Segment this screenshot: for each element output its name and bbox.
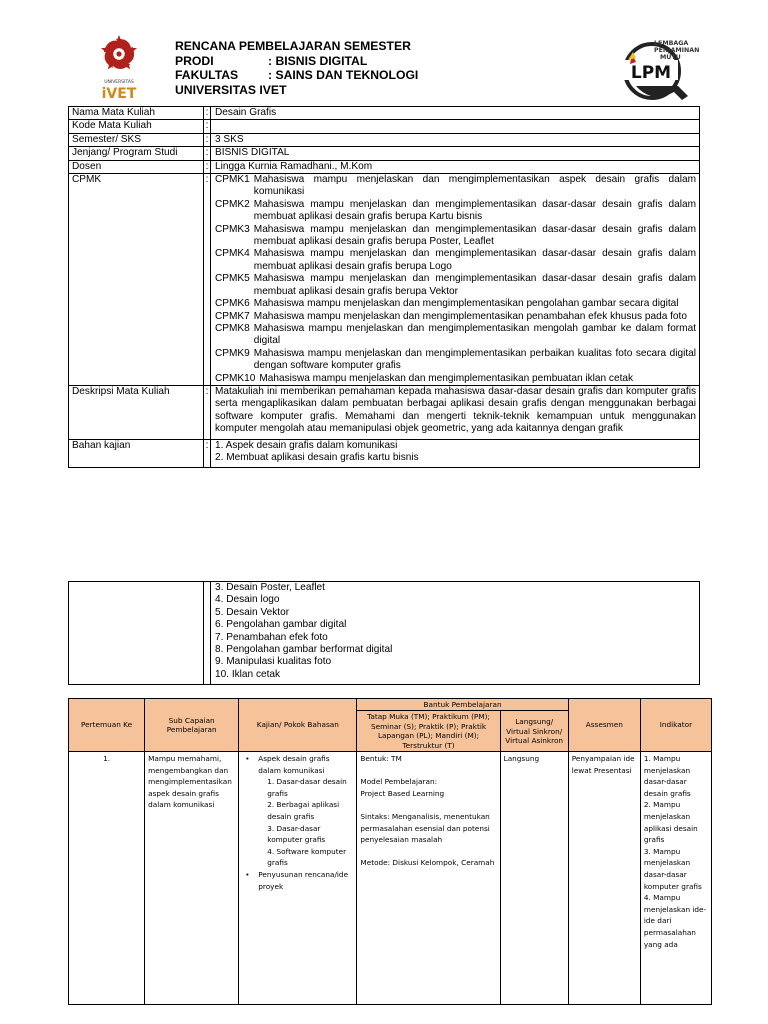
indikator-list: [640, 752, 711, 1005]
header-pertemuan: Pertemuan Ke: [69, 699, 145, 752]
info-value: 3 SKS: [211, 133, 700, 146]
fakultas-value: : SAINS DAN TEKNOLOGI: [268, 68, 419, 82]
info-value: [211, 120, 700, 133]
info-row: [69, 120, 700, 133]
indikator-item: 4. Mampu menjelaskan ide-ide dari permasalahan yang ada: [643, 893, 707, 949]
header-bantuk: Bantuk Pembelajaran: [357, 699, 568, 711]
info-row: [69, 107, 700, 120]
cpmk-code: CPMK6: [215, 298, 250, 310]
header-sub-capaian: Sub Capaian Pembelajaran: [145, 699, 239, 752]
colon: :: [204, 133, 211, 146]
cpmk-text: Mahasiswa mampu menjelaskan dan mengimplementasikan pengolahan gambar secara digital: [253, 298, 679, 310]
bahan-item: 7. Penambahan efek foto: [215, 631, 328, 643]
bahan-item: 3. Desain Poster, Leaflet: [215, 582, 325, 593]
deskripsi-row: [69, 385, 700, 439]
kajian-cell: [239, 752, 357, 1005]
colon: :: [204, 107, 211, 120]
cpmk-code: CPMK7: [215, 310, 250, 322]
subtopic-item: 2. Berbagai aplikasi desain grafis: [267, 800, 340, 821]
cpmk-code: CPMK1: [215, 174, 250, 186]
cpmk-code: CPMK10: [215, 372, 256, 384]
cpmk-item: [215, 311, 696, 323]
bahan-list-continued: [211, 582, 700, 685]
cpmk-code: CPMK8: [215, 322, 250, 334]
cpmk-code: CPMK2: [215, 198, 250, 210]
bahan-row: [69, 439, 700, 468]
subtopic-item: 3. Dasar-dasar komputer grafis: [267, 823, 326, 845]
cpmk-text: Mahasiswa mampu menjelaskan dan mengimplementasikan mengolah gambar ke dalam format digital: [253, 322, 696, 347]
cpmk-label: CPMK: [69, 174, 204, 386]
course-info-table: [68, 106, 700, 468]
info-label: Dosen: [69, 160, 204, 173]
topic-text: Aspek desain grafis dalam komunikasi: [258, 754, 330, 775]
cpmk-text: Mahasiswa mampu menjelaskan dan mengimplementasikan dasar-dasar desain grafis dalam membuat aplikasi desain grafis berupa Kartu bisnis: [253, 198, 696, 223]
cpmk-code: CPMK3: [215, 223, 250, 235]
lpm-emblem-icon: [618, 34, 700, 104]
svg-text:LEMBAGA: LEMBAGA: [654, 40, 689, 47]
empty-colon: [204, 582, 211, 685]
info-value: Desain Grafis: [211, 107, 700, 120]
cpmk-item: [215, 373, 696, 385]
document-header: [68, 32, 700, 102]
svg-text:UNIVERSITAS: UNIVERSITAS: [104, 80, 134, 85]
subtopic-item: 4. Software komputer grafis: [267, 846, 347, 868]
assesmen-text: Penyampaian ide lewat Presentasi: [568, 752, 640, 1005]
info-label: Semester/ SKS: [69, 133, 204, 146]
topic-text: Penyusunan rencana/ide proyek: [258, 869, 349, 891]
fakultas-label: FAKULTAS: [175, 68, 239, 82]
colon: :: [204, 120, 211, 133]
bahan-item: 1. Aspek desain grafis dalam komunikasi: [215, 439, 398, 451]
info-value: BISNIS DIGITAL: [211, 147, 700, 160]
info-row: [69, 160, 700, 173]
empty-label: [69, 582, 204, 685]
indikator-item: 1. Mampu menjelaskan dasar-dasar desain grafis: [643, 754, 691, 798]
deskripsi-text: Matakuliah ini memberikan pemahaman kepada mahasiswa dasar-dasar desain grafis dan komputer grafis serta mengaplikasikan dalam pembuatan berbagai aplikasi desain grafis dengan menggunakan berbagai software komputer grafis. Memahami dan mengerti teknik-teknik kemampuan untuk menggunakan komputer mengolah atau memanipulasi objek geometric, yang ada kaitannya dengan grafik: [211, 385, 700, 439]
cpmk-code: CPMK4: [215, 248, 250, 260]
bahan-item: 4. Desain logo: [215, 594, 280, 606]
cpmk-code: CPMK5: [215, 273, 250, 285]
prodi-value: : BISNIS DIGITAL: [268, 53, 368, 68]
cpmk-item: [215, 323, 696, 348]
sintaks-text: Sintaks: Menganalisis, menentukan permasalahan esensial dan potensi penyelesaian masalah: [360, 812, 490, 845]
header-langsung: Langsung/ Virtual Sinkron/ Virtual Asinkron: [500, 711, 568, 752]
cpmk-item: [215, 174, 696, 199]
topic-item: [245, 869, 353, 892]
cpmk-text: Mahasiswa mampu menjelaskan dan mengimplementasikan pembuatan iklan cetak: [259, 372, 634, 384]
info-row: [69, 133, 700, 146]
cpmk-text: Mahasiswa mampu menjelaskan dan mengimplementasikan penambahan efek khusus pada foto: [253, 310, 687, 322]
info-label: Jenjang/ Program Studi: [69, 147, 204, 160]
cpmk-text: Mahasiswa mampu menjelaskan dan mengimplementasikan dasar-dasar desain grafis dalam membuat aplikasi desain grafis berupa Logo: [253, 248, 696, 272]
cpmk-item: [215, 298, 696, 310]
colon: :: [204, 385, 211, 439]
cpmk-item: [215, 348, 696, 373]
info-row: [69, 147, 700, 160]
subtopic-item: 1. Dasar-dasar desain grafis: [267, 777, 347, 798]
bahan-item: 10. Iklan cetak: [215, 668, 281, 680]
cpmk-text: Mahasiswa mampu menjelaskan dan mengimplementasikan perbaikan kualitas foto secara digital dengan software komputer grafis: [253, 347, 696, 372]
bentuk-cell: [357, 752, 500, 1005]
info-label: Kode Mata Kuliah: [69, 120, 204, 133]
svg-text:LPM: LPM: [630, 63, 672, 83]
bahan-row-continued: [69, 582, 700, 685]
rps-table: [68, 698, 712, 1005]
cpmk-item: [215, 224, 696, 249]
colon: :: [204, 160, 211, 173]
cpmk-item: [215, 248, 696, 273]
indikator-item: 3. Mampu menjelaskan dasar-dasar komputer grafis: [643, 846, 702, 891]
model-label: Model Pembelajaran:: [360, 777, 438, 787]
document-title: [175, 39, 418, 97]
bahan-list: [211, 439, 700, 468]
bahan-item: 9. Manipulasi kualitas foto: [215, 656, 332, 668]
ivet-emblem-icon: [88, 34, 150, 104]
colon: :: [204, 439, 211, 468]
cpmk-list: [211, 174, 700, 386]
info-value: Lingga Kurnia Ramadhani., M.Kom: [211, 160, 700, 173]
cpmk-text: Mahasiswa mampu menjelaskan dan mengimplementasikan dasar-dasar desain grafis dalam membuat aplikasi desain grafis berupa Vektor: [253, 273, 696, 297]
cpmk-text: Mahasiswa mampu menjelaskan dan mengimplementasikan dasar-dasar desain grafis dalam membuat aplikasi desain grafis berupa Poster, Leaflet: [253, 223, 696, 248]
header-tatap-muka: Tatap Muka (TM); Praktikum (PM); Seminar (S); Praktik (P); Praktik Lapangan (PL); Mandiri (M); Terstruktur (T): [357, 711, 500, 752]
bullet-icon: •: [245, 869, 250, 879]
bentuk-text: Bentuk: TM: [360, 754, 402, 764]
bahan-item: 2. Membuat aplikasi desain grafis kartu bisnis: [215, 451, 419, 463]
university-logo: [88, 34, 150, 104]
colon: :: [204, 174, 211, 386]
cpmk-item: [215, 273, 696, 298]
deskripsi-label: Deskripsi Mata Kuliah: [69, 385, 204, 439]
bahan-item: 5. Desain Vektor: [215, 606, 290, 618]
svg-text:MUTU: MUTU: [660, 54, 681, 61]
metode-text: Metode: Diskusi Kelompok, Ceramah: [360, 858, 495, 868]
indikator-item: 2. Mampu menjelaskan aplikasi desain grafis: [643, 800, 698, 845]
topic-item: [245, 753, 353, 869]
langsung-text: Langsung: [500, 752, 568, 1005]
course-info-table-continued: [68, 581, 700, 685]
svg-text:iVET: iVET: [101, 86, 137, 102]
header-kajian: Kajian/ Pokok Bahasan: [239, 699, 357, 752]
bahan-item: 8. Pengolahan gambar berformat digital: [215, 644, 393, 656]
prodi-label: PRODI: [175, 53, 214, 68]
university-name: UNIVERSITAS IVET: [175, 82, 287, 97]
sub-capaian-text: Mampu memahami, mengembangkan dan mengimplementasikan aspek desain grafis dalam komunikasi: [145, 752, 239, 1005]
bahan-item: 6. Pengolahan gambar digital: [215, 619, 347, 631]
header-assesmen: Assesmen: [568, 699, 640, 752]
svg-text:PENJAMINAN: PENJAMINAN: [654, 47, 700, 54]
lpm-logo: [618, 34, 700, 104]
title-line: RENCANA PEMBELAJARAN SEMESTER: [175, 39, 411, 53]
pertemuan-number: 1.: [69, 752, 145, 1005]
model-text: Project Based Learning: [360, 788, 445, 798]
info-label: Nama Mata Kuliah: [69, 107, 204, 120]
cpmk-code: CPMK9: [215, 347, 250, 359]
cpmk-item: [215, 199, 696, 224]
bahan-label: Bahan kajian: [69, 439, 204, 468]
header-indikator: Indikator: [640, 699, 711, 752]
cpmk-row: [69, 174, 700, 386]
bullet-icon: •: [245, 754, 250, 764]
table-row: [69, 752, 712, 1005]
cpmk-text: Mahasiswa mampu menjelaskan dan mengimplementasikan aspek desain grafis dalam komunikasi: [253, 174, 696, 198]
colon: :: [204, 147, 211, 160]
